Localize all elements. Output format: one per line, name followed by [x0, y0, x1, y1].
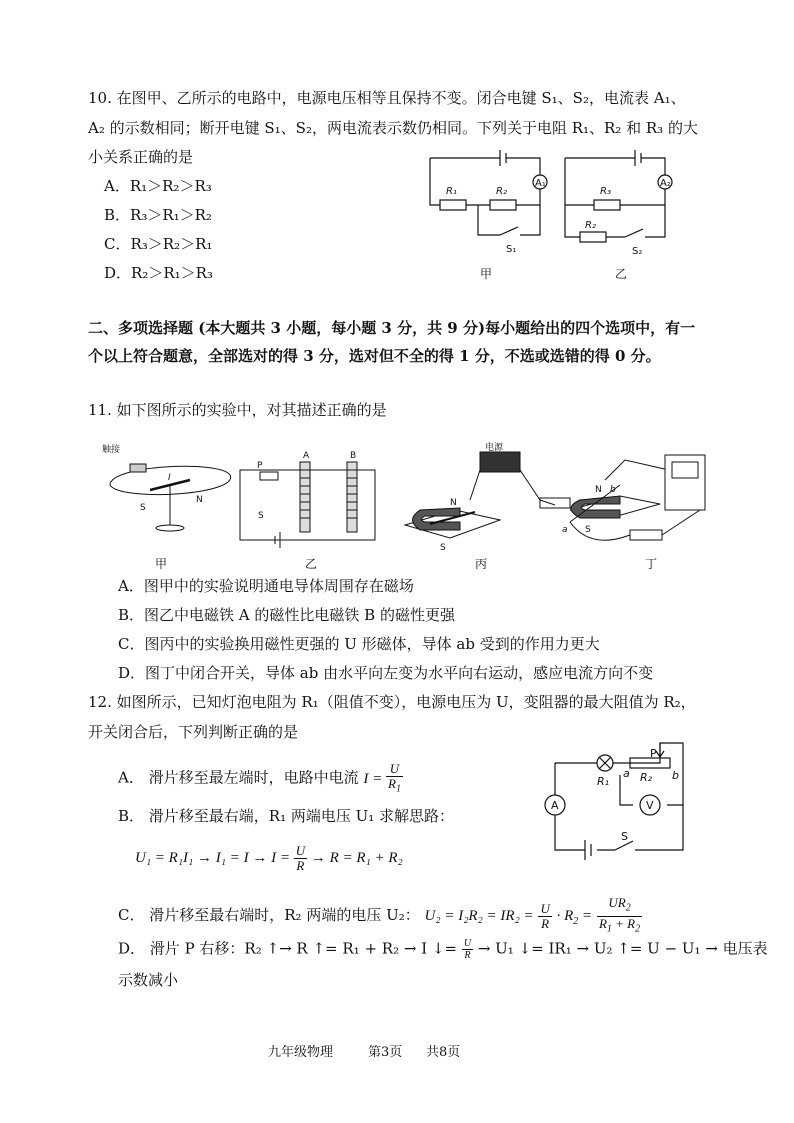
fig-label-jia-11: 甲 [155, 557, 168, 570]
section2-line1: 二、多项选择题 (本大题共 3 小题，每小题 3 分，共 9 分)每小题给出的四个选项中，有一 [88, 319, 696, 337]
bing-s-label: S [440, 543, 446, 553]
yi-p-label: P [257, 461, 263, 471]
q12-option-d-text: D． 滑片 P 右移：R₂ ↑→ R ↑= R₁ + R₂ → I ↓= [118, 939, 458, 958]
slider-p-label: P [650, 747, 657, 760]
q11-option-d: D．图丁中闭合开关，导体 ab 由水平向左变为水平向右运动，感应电流方向不变 [118, 664, 654, 682]
q12-option-b: B． 滑片移至最右端，R₁ 两端电压 U₁ 求解思路： [118, 807, 455, 825]
q10-circuit-figure [420, 140, 720, 285]
q12-option-a-text: A． 滑片移至最左端时，电路中电流 [118, 768, 359, 787]
q12-r1-label: R₁ [597, 775, 610, 788]
jia-s-label: S [140, 503, 146, 513]
ding-a-label: a [562, 525, 568, 535]
bing-n-label: N [450, 498, 457, 508]
footer-page: 第3页 [368, 1045, 403, 1060]
q10-line1: 10. 在图甲、乙所示的电路中，电源电压相等且保持不变。闭合电键 S₁、S₂，电流表 A₁、 [88, 89, 686, 107]
power-label: 电源 [485, 443, 504, 453]
q12-option-a [118, 762, 403, 797]
q12-option-d: D． 滑片 P 右移：R₂ ↑→ R ↑= R₁ + R₂ → I ↓= $\frac{U}{R}$ → U₁ ↓= IR₁ → U₂ ↑= U − U₁ → 电压表 [118, 938, 768, 961]
q12-option-b-chain-text: U₁ = R₁I₁ → I₁ = I → I = [135, 849, 290, 866]
q10-line3: 小关系正确的是 [88, 148, 194, 166]
q10-option-c: C．R₃＞R₂＞R₁ [104, 235, 213, 253]
yi-b-label: B [350, 451, 357, 461]
q11-option-c: C．图丙中的实验换用磁性更强的 U 形磁体，导体 ab 受到的作用力更大 [118, 635, 600, 653]
q11-option-b: B．图乙中电磁铁 A 的磁性比电磁铁 B 的磁性更强 [118, 606, 455, 624]
q10-option-a: A．R₁＞R₂＞R₃ [104, 177, 212, 195]
q12-option-c-text: C． 滑片移至最右端时，R₂ 两端的电压 U₂： [118, 906, 420, 925]
current-label: I [168, 473, 171, 483]
q12-option-d-tail: → U₁ ↓= IR₁ → U₂ ↑= U − U₁ → 电压表 [477, 939, 768, 958]
jia-n-label: N [196, 495, 203, 505]
ammeter-a1-label: A₁ [535, 178, 546, 189]
q10-option-b: B．R₃＞R₁＞R₂ [104, 206, 212, 224]
section2-line2: 个以上符合题意，全部选对的得 3 分，选对但不全的得 1 分，不选或选错的得 0 分。 [88, 347, 661, 365]
touch-label: 触接 [102, 445, 121, 455]
q12-circuit-figure [535, 735, 695, 865]
r2-label-yi: R₂ [585, 220, 596, 231]
q12-option-c: C． 滑片移至最右端时，R₂ 两端的电压 U₂： U₂ = I₂R₂ = IR₂ = $\frac{U}{R}$ · $R_2$ = $\frac{UR_2}{R_1 + R_2}$ [118, 895, 641, 935]
fig-label-bing-11: 丙 [475, 557, 488, 570]
ammeter-a2-label: A₂ [660, 178, 671, 189]
fig-label-yi-11: 乙 [305, 557, 318, 570]
ding-b-label: b [610, 485, 616, 495]
ding-s-label: S [585, 525, 591, 535]
s1-label: S₁ [506, 244, 517, 255]
q11-experiment-figures [100, 440, 720, 570]
q12-a-label: a [623, 767, 630, 780]
footer-subject: 九年级物理 [268, 1045, 334, 1060]
q12-option-b-chain-tail: → R = R₁ + R₂ [310, 849, 403, 866]
ding-n-label: N [595, 485, 602, 495]
r1-label: R₁ [446, 186, 457, 197]
q12-voltmeter-label: V [646, 799, 654, 812]
yi-s-label: S [258, 511, 264, 521]
q10-option-d: D．R₂＞R₁＞R₃ [104, 264, 213, 282]
q11-option-a: A．图甲中的实验说明通电导体周围存在磁场 [118, 577, 414, 595]
q12-switch-label: S [621, 830, 628, 843]
fig-label-yi: 乙 [615, 267, 628, 281]
q12-r2-label: R₂ [640, 771, 653, 784]
q10-line2: A₂ 的示数相同；断开电键 S₁、S₂，两电流表示数仍相同。下列关于电阻 R₁、R₂ 和 R₃ 的大 [88, 119, 698, 137]
fig-label-ding-11: 丁 [645, 557, 658, 570]
q12-option-d-line2: 示数减小 [118, 971, 179, 989]
q12-option-c-eq: U₂ = I₂R₂ = IR₂ = [424, 908, 534, 925]
q12-line2: 开关闭合后，下列判断正确的是 [88, 723, 299, 741]
q12-option-a-formula: I = $\frac{U}{R_1}$ [363, 761, 401, 795]
fig-label-jia: 甲 [480, 267, 493, 281]
s2-label: S₂ [632, 246, 643, 257]
r2-label-jia: R₂ [496, 186, 507, 197]
r3-label: R₃ [600, 186, 611, 197]
yi-a-label: A [303, 451, 310, 461]
q12-line1: 12. 如图所示，已知灯泡电阻为 R₁（阻值不变），电源电压为 U，变阻器的最大阻值为 R₂， [88, 693, 696, 711]
footer-total: 共8页 [426, 1045, 461, 1060]
q12-b-label: b [672, 769, 679, 782]
q12-option-b-chain: U₁ = R₁I₁ → I₁ = I → I = $\frac{U}{R}$ → R = R₁ + R₂ [135, 843, 403, 873]
q12-ammeter-label: A [551, 799, 559, 812]
q11-stem: 11. 如下图所示的实验中，对其描述正确的是 [88, 401, 387, 419]
